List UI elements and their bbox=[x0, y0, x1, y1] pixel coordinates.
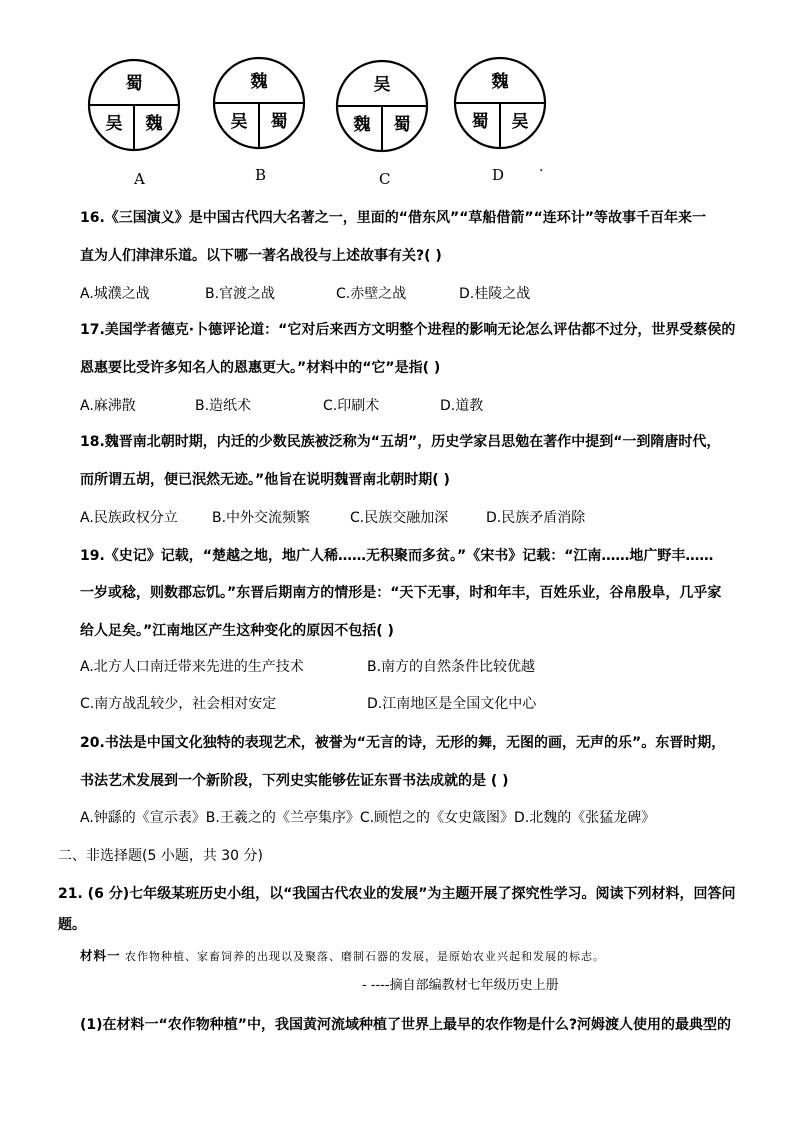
q17-stem-line2: 恩惠要比受许多知名人的恩惠更大。”材料中的“它”是指( ) bbox=[80, 360, 441, 376]
q20-stem-line1: 20.书法是中国文化独特的表现艺术，被誉为“无言的诗，无形的舞，无图的画，无声的乐”。东晋时期， bbox=[80, 735, 726, 751]
material-label: 材料一 bbox=[80, 948, 121, 963]
q19-option-d: D.江南地区是全国文化中心 bbox=[367, 696, 537, 712]
state-label-left: 魏 bbox=[353, 115, 371, 135]
figure-dot: · bbox=[539, 163, 544, 179]
state-label-left: 吴 bbox=[105, 114, 123, 134]
q19-option-b: B.南方的自然条件比较优越 bbox=[367, 659, 536, 675]
q20-options: A.钟繇的《宣示表》B.王羲之的《兰亭集序》C.顾恺之的《女史箴图》D.北魏的《张猛龙碑》 bbox=[80, 810, 656, 826]
state-label-right: 蜀 bbox=[393, 115, 411, 135]
q17-stem-line1: 17.美国学者德克·卜德评论道：“它对后来西方文明整个进程的影响无论怎么评估都不过分，世界受蔡侯的 bbox=[80, 322, 736, 338]
state-label-top: 吴 bbox=[373, 75, 391, 95]
q16-option-a: A.城濮之战 bbox=[80, 286, 150, 302]
state-label-right: 吴 bbox=[511, 112, 529, 132]
q19-stem-line2: 一岁或稔，则数郡忘饥。”东晋后期南方的情形是：“天下无事，时和年丰，百姓乐业，谷帛殷阜，几乎家 bbox=[80, 585, 722, 601]
q19-stem-line3: 给人足矣。”江南地区产生这种变化的原因不包括( ) bbox=[80, 623, 394, 639]
q19-stem-line1: 19.《史记》记载，“楚越之地，地广人稀……无积聚而多贫。”《宋书》记载：“江南……地广野丰…… bbox=[80, 548, 714, 564]
state-label-right: 魏 bbox=[145, 114, 163, 134]
state-label-top: 魏 bbox=[250, 72, 268, 92]
option-letter-d: D bbox=[492, 166, 505, 184]
q16-option-d: D.桂陵之战 bbox=[459, 286, 531, 302]
q17-option-c: C.印刷术 bbox=[323, 398, 380, 414]
option-letter-c: C bbox=[379, 170, 391, 188]
state-label-top: 魏 bbox=[491, 72, 509, 92]
material-text: 农作物种植、家畜饲养的出现以及聚落、磨制石器的发展，是原始农业兴起和发展的标志。 bbox=[125, 950, 606, 963]
q21-stem-line2: 题。 bbox=[58, 917, 86, 933]
q18-option-c: C.民族交融加深 bbox=[350, 510, 449, 526]
q18-option-d: D.民族矛盾消除 bbox=[486, 510, 586, 526]
q17-option-b: B.造纸术 bbox=[195, 398, 252, 414]
q16-option-b: B.官渡之战 bbox=[205, 286, 276, 302]
circle-diagram-b bbox=[214, 58, 304, 148]
state-label-left: 蜀 bbox=[471, 112, 489, 132]
section-2-heading: 二、非选择题(5 小题，共 30 分) bbox=[58, 848, 263, 864]
q16-stem-line1: 16.《三国演义》是中国古代四大名著之一，里面的“借东风”“草船借箭”“连环计”等故事千百年来一 bbox=[80, 210, 707, 226]
q19-option-c: C.南方战乱较少，社会相对安定 bbox=[80, 696, 277, 712]
q16-stem-line2: 直为人们津津乐道。以下哪一著名战役与上述故事有关?( ) bbox=[80, 248, 442, 264]
q21-sub-question-1: (1)在材料一“农作物种植”中，我国黄河流域种植了世界上最早的农作物是什么?河姆渡人使用的最典型的 bbox=[80, 1017, 732, 1033]
q20-stem-line2: 书法艺术发展到一个新阶段，下列史实能够佐证东晋书法成就的是 ( ) bbox=[80, 773, 509, 789]
q18-stem-line1: 18.魏晋南北朝时期，内迁的少数民族被泛称为“五胡”，历史学家吕思勉在著作中提到“一到隋唐时代， bbox=[80, 434, 721, 450]
q18-option-a: A.民族政权分立 bbox=[80, 510, 178, 526]
option-letter-b: B bbox=[255, 166, 267, 184]
state-label-top: 蜀 bbox=[125, 74, 143, 94]
q17-option-d: D.道教 bbox=[440, 398, 484, 414]
q19-option-a: A.北方人口南迁带来先进的生产技术 bbox=[80, 659, 304, 675]
state-label-left: 吴 bbox=[230, 112, 248, 132]
q16-option-c: C.赤壁之战 bbox=[336, 286, 407, 302]
state-label-right: 蜀 bbox=[270, 112, 288, 132]
q21-stem-line1: 21. (6 分)七年级某班历史小组，以“我国古代农业的发展”为主题开展了探究性学习。阅读下列材料，回答问 bbox=[58, 886, 736, 902]
circle-diagram-a bbox=[89, 60, 179, 150]
q18-stem-line2: 而所谓五胡，便已泯然无迹。”他旨在说明魏晋南北朝时期( ) bbox=[80, 472, 450, 488]
option-letter-a: A bbox=[134, 170, 145, 188]
q18-option-b: B.中外交流频繁 bbox=[212, 510, 311, 526]
q21-material-1 bbox=[80, 946, 605, 964]
circle-diagram-c bbox=[337, 61, 427, 151]
three-kingdoms-diagrams bbox=[0, 0, 793, 200]
q17-option-a: A.麻沸散 bbox=[80, 398, 136, 414]
material-source: - ----摘自部编教材七年级历史上册 bbox=[362, 978, 559, 993]
circle-diagram-d bbox=[455, 58, 545, 148]
